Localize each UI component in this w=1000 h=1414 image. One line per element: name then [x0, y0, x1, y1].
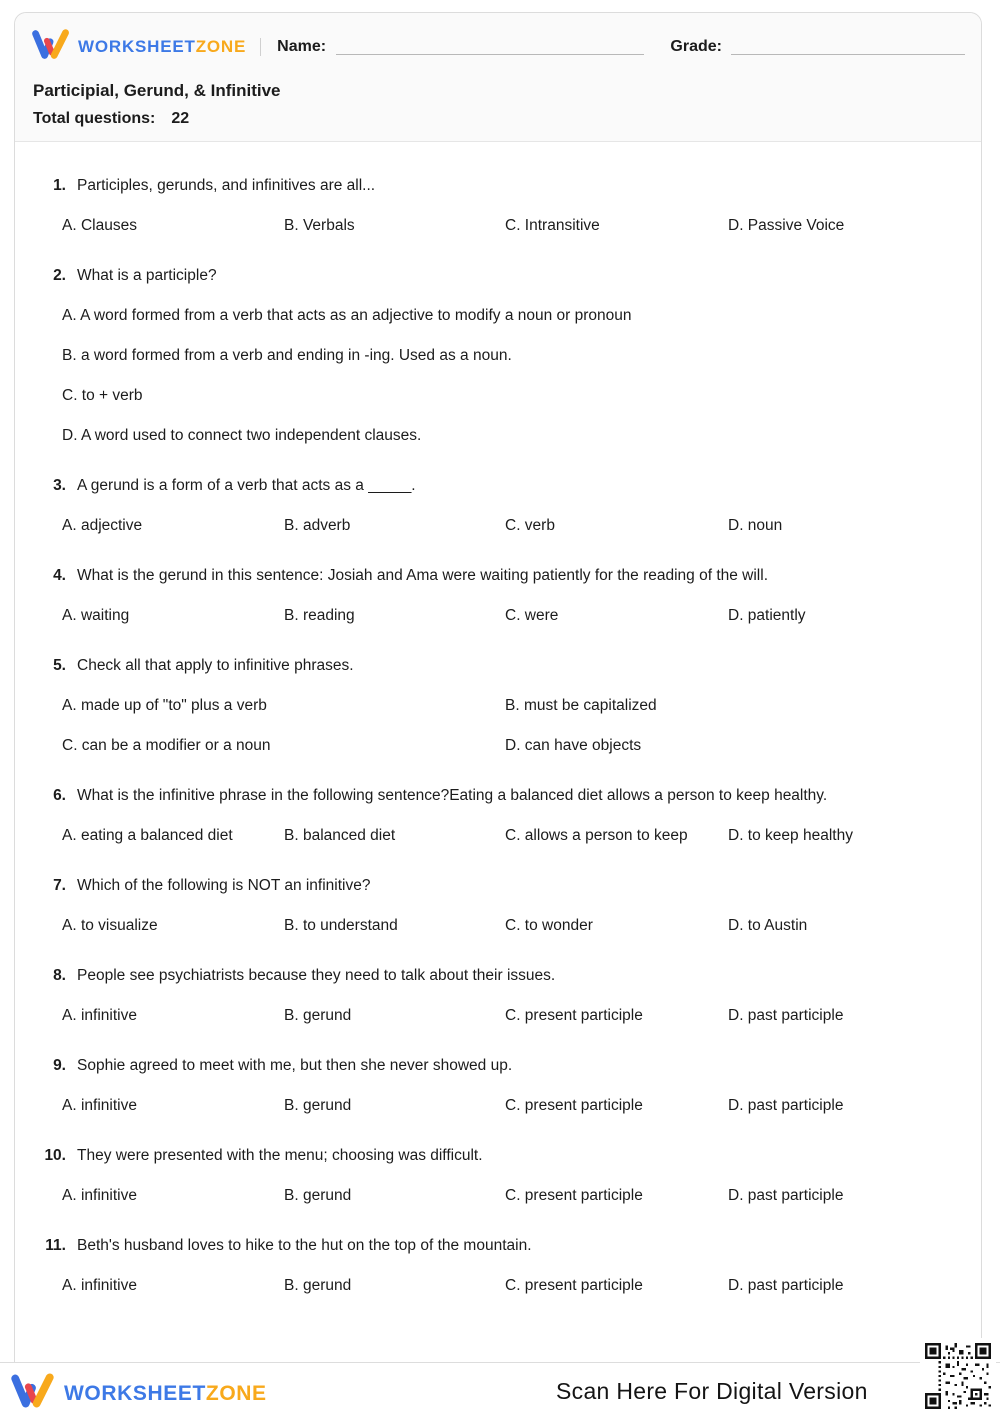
answer-option[interactable]: B. gerund: [284, 1277, 352, 1294]
brand-word-worksheet: WORKSHEET: [78, 37, 196, 56]
answer-option[interactable]: C. can be a modifier or a noun: [62, 737, 271, 754]
answer-option[interactable]: C. to wonder: [505, 917, 593, 934]
answer-option[interactable]: A. infinitive: [62, 1187, 137, 1204]
questions-list: [15, 142, 981, 1296]
question-number: 8.: [53, 967, 66, 984]
options: [15, 696, 981, 756]
question-text: Check all that apply to infinitive phrases.: [77, 657, 354, 674]
answer-option[interactable]: B. reading: [284, 607, 355, 624]
answer-option[interactable]: B. must be capitalized: [505, 697, 657, 714]
footer-brand-word-zone: ZONE: [205, 1381, 267, 1405]
question-block: [15, 476, 981, 536]
answer-option[interactable]: B. a word formed from a verb and ending in -ing. Used as a noun.: [62, 347, 512, 364]
answer-option[interactable]: C. Intransitive: [505, 217, 600, 234]
answer-option[interactable]: A. infinitive: [62, 1277, 137, 1294]
question-row: [15, 566, 981, 586]
question-block: [15, 656, 981, 756]
answer-option[interactable]: C. present participle: [505, 1097, 643, 1114]
answer-option[interactable]: A. adjective: [62, 517, 143, 534]
question-block: [15, 786, 981, 846]
answer-option[interactable]: B. to understand: [284, 917, 398, 934]
question-text: Participles, gerunds, and infinitives are all...: [77, 177, 376, 194]
question-row: [15, 1146, 981, 1166]
question-row: [15, 876, 981, 896]
question-number: 9.: [53, 1057, 66, 1074]
answer-option[interactable]: C. to + verb: [62, 387, 143, 404]
question-number: 1.: [53, 177, 66, 194]
answer-option[interactable]: C. present participle: [505, 1187, 643, 1204]
question-text: What is the infinitive phrase in the following sentence?Eating a balanced diet allows a person to keep healthy.: [77, 787, 828, 804]
question-block: [15, 966, 981, 1026]
options: [15, 216, 981, 236]
question-block: [15, 876, 981, 936]
grade-label: Grade:: [670, 38, 722, 55]
answer-option[interactable]: B. gerund: [284, 1187, 352, 1204]
answer-option[interactable]: D. A word used to connect two independent clauses.: [62, 427, 422, 444]
answer-option[interactable]: A. to visualize: [62, 917, 158, 934]
answer-option[interactable]: D. past participle: [728, 1277, 844, 1294]
question-row: [15, 266, 981, 286]
answer-option[interactable]: C. present participle: [505, 1277, 643, 1294]
question-text: What is a participle?: [77, 267, 217, 284]
answer-option[interactable]: A. waiting: [62, 607, 130, 624]
question-row: [15, 176, 981, 196]
question-number: 4.: [53, 567, 66, 584]
question-text: They were presented with the menu; choosing was difficult.: [77, 1147, 483, 1164]
options: [15, 606, 981, 626]
qr-code: [920, 1338, 996, 1414]
question-block: [15, 1056, 981, 1116]
worksheet-title: Participial, Gerund, & Infinitive: [33, 81, 281, 100]
name-input-line[interactable]: [336, 40, 644, 55]
question-row: [15, 1236, 981, 1256]
question-number: 2.: [53, 267, 66, 284]
question-number: 6.: [53, 787, 66, 804]
question-number: 3.: [53, 477, 66, 494]
options: [15, 306, 981, 446]
answer-option[interactable]: D. past participle: [728, 1097, 844, 1114]
question-block: [15, 566, 981, 626]
answer-option[interactable]: D. past participle: [728, 1187, 844, 1204]
worksheetzone-w-icon-footer: [10, 1372, 56, 1414]
options: [15, 516, 981, 536]
question-row: [15, 1056, 981, 1076]
answer-option[interactable]: A. Clauses: [62, 217, 137, 234]
answer-option[interactable]: A. infinitive: [62, 1007, 137, 1024]
footer-logo: [10, 1372, 267, 1414]
question-number: 5.: [53, 657, 66, 674]
question-text: People see psychiatrists because they need to talk about their issues.: [77, 967, 556, 984]
worksheetzone-logo: [31, 28, 246, 66]
question-row: [15, 476, 981, 496]
scan-here-text: Scan Here For Digital Version: [556, 1378, 868, 1404]
options: [15, 1186, 981, 1206]
question-block: [15, 266, 981, 446]
answer-option[interactable]: A. A word formed from a verb that acts as an adjective to modify a noun or pronoun: [62, 307, 632, 324]
answer-option[interactable]: A. eating a balanced diet: [62, 827, 233, 844]
question-row: [15, 656, 981, 676]
answer-option[interactable]: B. adverb: [284, 517, 351, 534]
footer-divider: [0, 1362, 1000, 1363]
brand-row: [31, 29, 965, 65]
question-text: What is the gerund in this sentence: Josiah and Ama were waiting patiently for the reading of the will.: [77, 567, 768, 584]
sheet-header: [15, 13, 981, 142]
footer-brand-wordmark: [64, 1382, 267, 1406]
answer-option[interactable]: D. patiently: [728, 607, 806, 624]
question-text: Which of the following is NOT an infinitive?: [77, 877, 371, 894]
grade-input-line[interactable]: [731, 40, 965, 55]
total-questions-label: Total questions:: [33, 110, 156, 127]
question-number: 7.: [53, 877, 66, 894]
brand-word-zone: ZONE: [195, 37, 247, 56]
total-questions-value: 22: [171, 110, 190, 127]
answer-option[interactable]: C. allows a person to keep: [505, 827, 688, 844]
answer-option[interactable]: D. past participle: [728, 1007, 844, 1024]
answer-option[interactable]: D. to Austin: [728, 917, 808, 934]
question-text: A gerund is a form of a verb that acts as a _____.: [77, 477, 416, 494]
options: [15, 826, 981, 846]
options: [15, 1096, 981, 1116]
answer-option[interactable]: C. verb: [505, 517, 555, 534]
answer-option[interactable]: C. were: [505, 607, 559, 624]
worksheet-sheet: [14, 12, 982, 1362]
options: [15, 916, 981, 936]
question-block: [15, 1146, 981, 1206]
worksheetzone-w-icon: [31, 28, 71, 66]
question-text: Beth's husband loves to hike to the hut on the top of the mountain.: [77, 1237, 532, 1254]
answer-option[interactable]: B. gerund: [284, 1097, 352, 1114]
answer-option[interactable]: A. made up of "to" plus a verb: [62, 697, 267, 714]
name-label: Name:: [277, 38, 327, 55]
options: [15, 1006, 981, 1026]
header-divider: [260, 38, 261, 56]
answer-option[interactable]: B. balanced diet: [284, 827, 396, 844]
answer-option[interactable]: D. can have objects: [505, 737, 642, 754]
answer-option[interactable]: C. present participle: [505, 1007, 643, 1024]
total-questions-row: [31, 110, 965, 128]
options: [15, 1276, 981, 1296]
question-block: [15, 176, 981, 236]
answer-option[interactable]: B. Verbals: [284, 217, 355, 234]
brand-wordmark: [78, 37, 246, 57]
question-block: [15, 1236, 981, 1296]
question-number: 11.: [45, 1237, 66, 1254]
question-row: [15, 966, 981, 986]
answer-option[interactable]: A. infinitive: [62, 1097, 137, 1114]
question-text: Sophie agreed to meet with me, but then she never showed up.: [77, 1057, 513, 1074]
answer-option[interactable]: D. Passive Voice: [728, 217, 845, 234]
question-number: 10.: [44, 1147, 66, 1164]
answer-option[interactable]: D. noun: [728, 517, 783, 534]
answer-option[interactable]: D. to keep healthy: [728, 827, 853, 844]
answer-option[interactable]: B. gerund: [284, 1007, 352, 1024]
footer-brand-word-worksheet: WORKSHEET: [64, 1381, 206, 1405]
question-row: [15, 786, 981, 806]
